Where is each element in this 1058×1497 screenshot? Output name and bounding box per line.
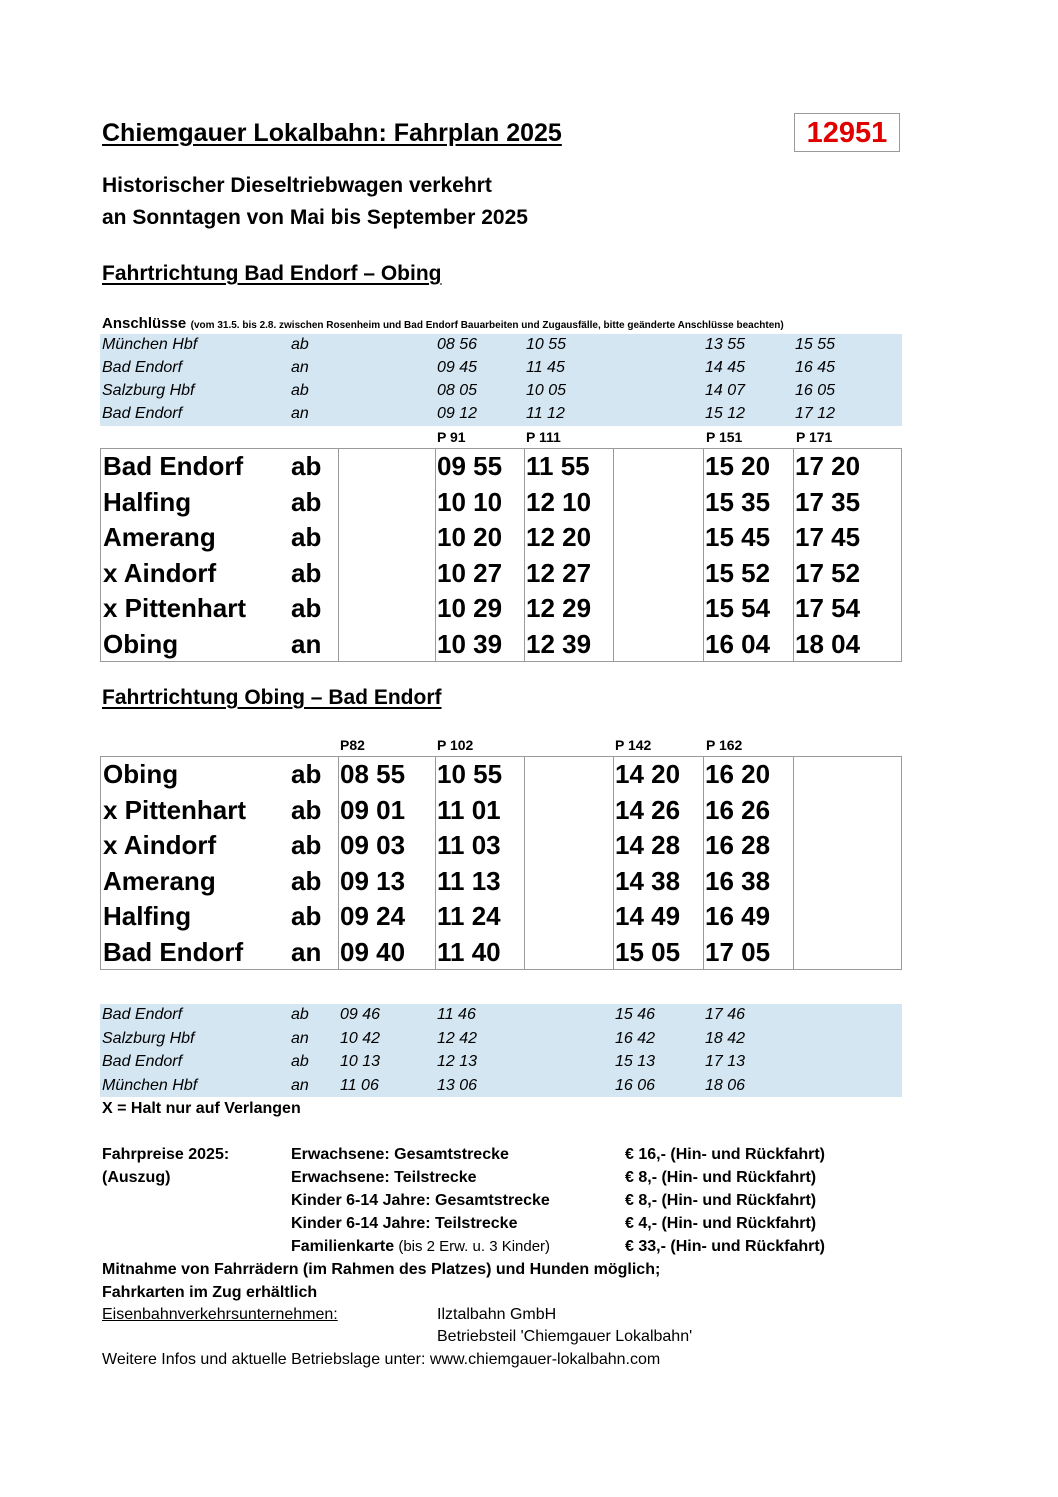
fare-price: € 16,- (Hin- und Rückfahrt): [625, 1146, 826, 1163]
station: Amerang: [103, 522, 216, 552]
station: Amerang: [103, 865, 216, 896]
time: 15 20: [705, 451, 771, 481]
time: 11 13: [437, 865, 501, 896]
connections-label: Anschlüsse: [102, 315, 187, 332]
time: 10 10: [437, 486, 503, 517]
time: 15 55: [795, 336, 836, 353]
arr-dep: ab: [291, 336, 309, 353]
time: 12 39: [526, 628, 592, 659]
connection-row: [100, 380, 902, 403]
connection-row: [100, 1051, 902, 1074]
connection-row: [100, 1075, 902, 1098]
time: 10 27: [437, 557, 503, 588]
time: 14 20: [615, 759, 681, 789]
time: 14 28: [615, 830, 681, 860]
train-number: P 91: [437, 429, 466, 445]
connections-table-2: [100, 1004, 902, 1097]
time: 09 55: [437, 451, 503, 481]
station: Bad Endorf: [103, 451, 244, 481]
direction-1-heading: Fahrtrichtung Bad Endorf – Obing: [102, 262, 442, 285]
time: 16 38: [705, 865, 771, 896]
arr-dep: an: [291, 405, 309, 422]
connection-row: [100, 1004, 902, 1027]
info-link[interactable]: Weitere Infos und aktuelle Betriebslage unter: www.chiemgauer-lokalbahn.com: [102, 1351, 661, 1368]
timetable-row: [101, 485, 901, 521]
time: 11 46: [437, 1006, 476, 1023]
time: 14 07: [705, 382, 746, 399]
station: Obing: [103, 759, 179, 789]
connection-row: [100, 403, 902, 426]
station: x Pittenhart: [103, 794, 247, 825]
time: 15 12: [705, 405, 746, 422]
timetable-grid-2: [100, 756, 902, 970]
arr-dep: ab: [291, 901, 322, 931]
fares-label: Fahrpreise 2025:: [102, 1146, 230, 1163]
time: 12 29: [526, 593, 592, 623]
arr-dep: an: [291, 1076, 309, 1094]
fare-name: Familienkarte: [291, 1238, 395, 1255]
arr-dep: ab: [291, 557, 322, 588]
timetable-row: [101, 935, 901, 971]
time: 16 45: [795, 359, 836, 376]
station: München Hbf: [102, 1076, 198, 1094]
timetable-row: [101, 556, 901, 592]
train-number: P 102: [437, 737, 474, 753]
time: 16 26: [705, 794, 771, 825]
time: 17 05: [705, 936, 771, 967]
time: 15 52: [705, 557, 771, 588]
time: 10 05: [526, 382, 567, 399]
station: x Pittenhart: [103, 593, 247, 623]
time: 10 20: [437, 522, 503, 552]
arr-dep: ab: [291, 794, 322, 825]
fare-name: Kinder 6-14 Jahre: Gesamtstrecke: [291, 1192, 550, 1209]
time: 17 46: [705, 1006, 746, 1023]
train-number: P 171: [796, 429, 833, 445]
fares-sublabel: (Auszug): [102, 1169, 171, 1186]
time: 16 49: [705, 901, 771, 931]
train-number: P 142: [615, 737, 652, 753]
time: 12 20: [526, 522, 592, 552]
time: 17 54: [795, 593, 861, 623]
time: 17 52: [795, 557, 861, 588]
time: 13 06: [437, 1076, 478, 1094]
arr-dep: an: [291, 1029, 309, 1047]
time: 12 42: [437, 1029, 478, 1047]
time: 09 45: [437, 359, 478, 376]
time: 11 12: [526, 405, 565, 422]
time: 09 46: [340, 1006, 381, 1023]
arr-dep: an: [291, 628, 322, 659]
time: 16 04: [705, 628, 771, 659]
time: 15 05: [615, 936, 681, 967]
timetable-number: 12951: [794, 113, 900, 152]
time: 12 10: [526, 486, 592, 517]
time: 11 55: [526, 451, 590, 481]
connection-row: [100, 1028, 902, 1051]
operator-name: Ilztalbahn GmbH: [437, 1306, 557, 1323]
time: 17 20: [795, 451, 861, 481]
time: 18 42: [705, 1029, 746, 1047]
time: 11 03: [437, 830, 501, 860]
connection-row: [100, 334, 902, 357]
train-number: P 151: [706, 429, 743, 445]
arr-dep: ab: [291, 522, 322, 552]
fare-name: Kinder 6-14 Jahre: Teilstrecke: [291, 1215, 518, 1232]
time: 17 35: [795, 486, 861, 517]
arr-dep: ab: [291, 1006, 309, 1023]
connections-note: [102, 315, 784, 333]
station: Obing: [103, 628, 179, 659]
station: Halfing: [103, 901, 192, 931]
time: 16 20: [705, 759, 771, 789]
time: 09 12: [437, 405, 478, 422]
arr-dep: ab: [291, 830, 322, 860]
time: 17 13: [705, 1053, 746, 1070]
timetable-row: [101, 828, 901, 864]
time: 14 45: [705, 359, 746, 376]
station: Bad Endorf: [103, 936, 244, 967]
train-number: P82: [340, 737, 365, 753]
timetable-grid-1: [100, 448, 902, 662]
time: 10 55: [437, 759, 503, 789]
arr-dep: an: [291, 359, 309, 376]
time: 11 45: [526, 359, 565, 376]
station: x Aindorf: [103, 557, 217, 588]
timetable-row: [101, 864, 901, 900]
station: München Hbf: [102, 336, 198, 353]
time: 14 38: [615, 865, 681, 896]
fare-family: [291, 1238, 550, 1256]
arr-dep: ab: [291, 759, 322, 789]
station: x Aindorf: [103, 830, 217, 860]
arr-dep: an: [291, 936, 322, 967]
fare-note: (bis 2 Erw. u. 3 Kinder): [394, 1238, 551, 1255]
time: 08 56: [437, 336, 478, 353]
station: Bad Endorf: [102, 359, 183, 376]
time: 12 27: [526, 557, 592, 588]
timetable-row: [101, 520, 901, 556]
arr-dep: ab: [291, 382, 309, 399]
time: 16 42: [615, 1029, 656, 1047]
timetable-row: [101, 793, 901, 829]
tickets-note: Fahrkarten im Zug erhältlich: [102, 1284, 318, 1301]
time: 15 45: [705, 522, 771, 552]
timetable-row: [101, 449, 901, 485]
bikes-dogs-note: Mitnahme von Fahrrädern (im Rahmen des Platzes) und Hunden möglich;: [102, 1261, 661, 1278]
time: 10 13: [340, 1053, 381, 1070]
timetable-row: [101, 757, 901, 793]
operator-label: Eisenbahnverkehrsunternehmen:: [102, 1306, 338, 1323]
time: 09 40: [340, 936, 406, 967]
time: 11 06: [340, 1076, 379, 1094]
time: 10 29: [437, 593, 503, 623]
legend-request-stop: X = Halt nur auf Verlangen: [102, 1100, 301, 1117]
station: Salzburg Hbf: [102, 1029, 195, 1047]
time: 08 05: [437, 382, 478, 399]
time: 09 13: [340, 865, 406, 896]
time: 17 12: [795, 405, 836, 422]
time: 08 55: [340, 759, 406, 789]
time: 10 42: [340, 1029, 381, 1047]
subtitle-line-1: Historischer Dieseltriebwagen verkehrt: [102, 174, 492, 197]
time: 16 28: [705, 830, 771, 860]
page-title: Chiemgauer Lokalbahn: Fahrplan 2025: [102, 119, 562, 147]
timetable-row: [101, 627, 901, 663]
station: Bad Endorf: [102, 405, 183, 422]
train-number: P 162: [706, 737, 743, 753]
timetable-row: [101, 899, 901, 935]
time: 11 01: [437, 794, 501, 825]
time: 16 06: [615, 1076, 656, 1094]
time: 10 39: [437, 628, 503, 659]
time: 16 05: [795, 382, 836, 399]
time: 11 24: [437, 901, 501, 931]
operator-division: Betriebsteil 'Chiemgauer Lokalbahn': [437, 1328, 693, 1345]
time: 18 04: [795, 628, 861, 659]
fare-price: € 33,- (Hin- und Rückfahrt): [625, 1238, 826, 1255]
subtitle-line-2: an Sonntagen von Mai bis September 2025: [102, 206, 528, 229]
fare-price: € 8,- (Hin- und Rückfahrt): [625, 1169, 817, 1186]
time: 15 54: [705, 593, 771, 623]
time: 14 26: [615, 794, 681, 825]
station: Bad Endorf: [102, 1053, 183, 1070]
fare-price: € 4,- (Hin- und Rückfahrt): [625, 1215, 817, 1232]
station: Salzburg Hbf: [102, 382, 195, 399]
time: 09 03: [340, 830, 406, 860]
arr-dep: ab: [291, 451, 322, 481]
timetable-row: [101, 591, 901, 627]
time: 11 40: [437, 936, 501, 967]
time: 18 06: [705, 1076, 746, 1094]
direction-2-heading: Fahrtrichtung Obing – Bad Endorf: [102, 686, 442, 709]
time: 15 13: [615, 1053, 656, 1070]
fare-name: Erwachsene: Teilstrecke: [291, 1169, 477, 1186]
time: 13 55: [705, 336, 746, 353]
fare-price: € 8,- (Hin- und Rückfahrt): [625, 1192, 817, 1209]
arr-dep: ab: [291, 593, 322, 623]
time: 12 13: [437, 1053, 478, 1070]
connection-row: [100, 357, 902, 380]
arr-dep: ab: [291, 865, 322, 896]
fare-name: Erwachsene: Gesamtstrecke: [291, 1146, 509, 1163]
time: 10 55: [526, 336, 567, 353]
time: 14 49: [615, 901, 681, 931]
train-number: P 111: [526, 429, 561, 445]
connections-table-1: [100, 334, 902, 426]
station: Bad Endorf: [102, 1006, 183, 1023]
arr-dep: ab: [291, 486, 322, 517]
time: 15 35: [705, 486, 771, 517]
arr-dep: ab: [291, 1053, 309, 1070]
connections-note-text: (vom 31.5. bis 2.8. zwischen Rosenheim und Bad Endorf Bauarbeiten und Zugausfälle, bitte geänderte Anschlüsse beachten): [190, 320, 784, 331]
time: 17 45: [795, 522, 861, 552]
time: 09 24: [340, 901, 406, 931]
time: 09 01: [340, 794, 406, 825]
time: 15 46: [615, 1006, 656, 1023]
station: Halfing: [103, 486, 192, 517]
